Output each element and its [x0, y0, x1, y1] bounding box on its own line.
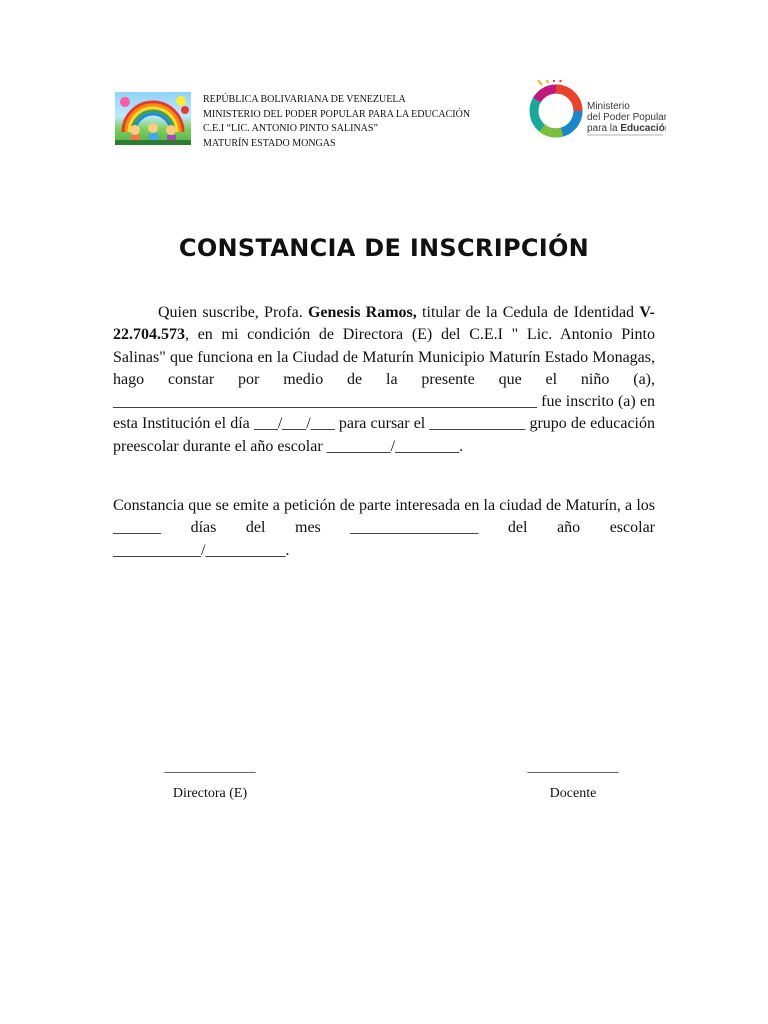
signature-label-teacher: Docente	[549, 786, 597, 801]
document-title: CONSTANCIA DE INSCRIPCIÓN	[178, 234, 590, 262]
director-name: Genesis Ramos,	[307, 304, 417, 321]
header-text	[203, 93, 470, 151]
header-line-school: C.E.I “LIC. ANTONIO PINTO SALINAS”	[203, 123, 378, 134]
ministry-logo-line3	[587, 123, 666, 134]
school-logo	[115, 92, 191, 145]
paragraph1-text2: titular de la Cedula de Identidad	[416, 304, 640, 321]
ministry-logo	[526, 80, 666, 142]
ministry-logo-line1: Ministerio	[587, 101, 630, 112]
certificate-body-paragraph	[113, 302, 655, 458]
signature-line-director: _____________	[164, 760, 256, 775]
signature-line-teacher: _____________	[527, 760, 619, 775]
signature-label-director: Directora (E)	[172, 786, 248, 801]
signature-teacher	[503, 760, 643, 802]
ministry-logo-line2: del Poder Popular	[587, 112, 666, 123]
signature-director	[140, 760, 280, 802]
director-id-number: V-22.704.573	[113, 304, 656, 344]
ministry-logo-line3-prefix: para la	[587, 123, 621, 134]
header-line-republic: REPÚBLICA BOLIVARIANA DE VENEZUELA	[203, 94, 406, 105]
paragraph1-text3: , en mi condición de Directora (E) del C.E.I " Lic. Antonio Pinto Salinas" que funciona en la Ciudad de Maturín Municipio Maturín Estado Monagas, hago constar por medio de la presente que el niño (a), _____________________________________________________ fue inscrito (a) en esta Institución el día ___/___/___ para cursar el ____________ grupo de educación preescolar durante el año escolar ________/________.	[113, 326, 655, 455]
issuance-paragraph: Constancia que se emite a petición de parte interesada en la ciudad de Maturín, a los ______ días del mes ________________ del año escolar ___________/__________.	[113, 497, 655, 559]
header-line-location: MATURÍN ESTADO MONGAS	[203, 137, 336, 149]
header-line-ministry: MINISTERIO DEL PODER POPULAR PARA LA EDUCACIÓN	[203, 108, 471, 120]
paragraph1-text1: Quien suscribe, Profa.	[158, 304, 308, 321]
ministry-logo-line3-bold: Educación	[620, 123, 666, 134]
